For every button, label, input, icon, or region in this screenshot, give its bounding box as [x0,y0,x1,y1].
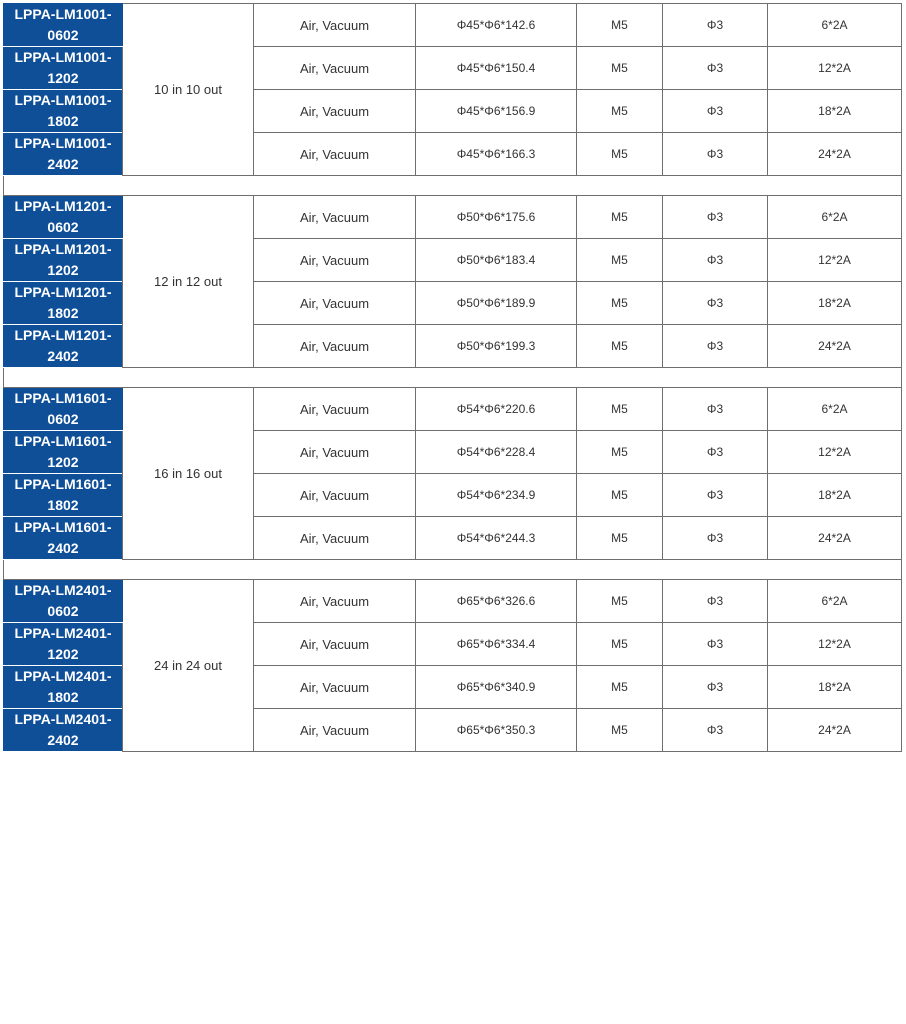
model-prefix: LPPA-LM1001- [14,92,112,108]
group-spacer-row [4,368,902,388]
hole-cell: Φ3 [663,282,768,325]
size-cell: Φ45*Φ6*150.4 [416,47,577,90]
size-cell: Φ54*Φ6*244.3 [416,517,577,560]
hole-cell: Φ3 [663,239,768,282]
group-spacer [4,176,902,196]
medium-cell: Air, Vacuum [254,517,416,560]
model-prefix: LPPA-LM1001- [14,135,112,151]
size-cell: Φ50*Φ6*175.6 [416,196,577,239]
thread-cell: M5 [577,388,663,431]
model-cell [4,325,123,368]
size-cell: Φ45*Φ6*156.9 [416,90,577,133]
thread-cell: M5 [577,239,663,282]
group-spacer-row [4,560,902,580]
model-cell [4,47,123,90]
model-cell [4,517,123,560]
model-cell [4,580,123,623]
model-suffix: 0602 [47,603,79,619]
ports-cell: 24 in 24 out [123,580,254,752]
medium-cell: Air, Vacuum [254,196,416,239]
rating-cell: 24*2A [768,517,902,560]
rating-cell: 24*2A [768,709,902,752]
medium-cell: Air, Vacuum [254,4,416,47]
thread-cell: M5 [577,666,663,709]
model-prefix: LPPA-LM1601- [14,390,112,406]
model-cell [4,709,123,752]
thread-cell: M5 [577,4,663,47]
ports-cell: 12 in 12 out [123,196,254,368]
table-row [4,388,902,431]
hole-cell: Φ3 [663,90,768,133]
hole-cell: Φ3 [663,196,768,239]
model-cell [4,431,123,474]
thread-cell: M5 [577,90,663,133]
ports-cell: 10 in 10 out [123,4,254,176]
model-cell [4,239,123,282]
model-suffix: 2402 [47,348,79,364]
rating-cell: 6*2A [768,580,902,623]
medium-cell: Air, Vacuum [254,431,416,474]
hole-cell: Φ3 [663,4,768,47]
hole-cell: Φ3 [663,474,768,517]
rating-cell: 18*2A [768,666,902,709]
medium-cell: Air, Vacuum [254,47,416,90]
model-prefix: LPPA-LM1201- [14,284,112,300]
hole-cell: Φ3 [663,666,768,709]
medium-cell: Air, Vacuum [254,282,416,325]
model-suffix: 1802 [47,113,79,129]
model-prefix: LPPA-LM1601- [14,433,112,449]
model-prefix: LPPA-LM1001- [14,6,112,22]
model-suffix: 2402 [47,732,79,748]
model-suffix: 1202 [47,70,79,86]
rating-cell: 12*2A [768,431,902,474]
spec-table [3,3,902,752]
thread-cell: M5 [577,623,663,666]
medium-cell: Air, Vacuum [254,133,416,176]
model-cell [4,90,123,133]
size-cell: Φ54*Φ6*234.9 [416,474,577,517]
group-spacer-row [4,176,902,196]
thread-cell: M5 [577,709,663,752]
model-cell [4,474,123,517]
thread-cell: M5 [577,517,663,560]
thread-cell: M5 [577,196,663,239]
model-suffix: 0602 [47,411,79,427]
hole-cell: Φ3 [663,580,768,623]
rating-cell: 6*2A [768,388,902,431]
model-prefix: LPPA-LM1201- [14,241,112,257]
medium-cell: Air, Vacuum [254,623,416,666]
medium-cell: Air, Vacuum [254,325,416,368]
size-cell: Φ54*Φ6*220.6 [416,388,577,431]
hole-cell: Φ3 [663,709,768,752]
model-suffix: 2402 [47,540,79,556]
rating-cell: 6*2A [768,4,902,47]
medium-cell: Air, Vacuum [254,474,416,517]
model-prefix: LPPA-LM2401- [14,711,112,727]
hole-cell: Φ3 [663,388,768,431]
thread-cell: M5 [577,325,663,368]
rating-cell: 24*2A [768,325,902,368]
hole-cell: Φ3 [663,325,768,368]
model-prefix: LPPA-LM1201- [14,198,112,214]
model-cell [4,196,123,239]
size-cell: Φ50*Φ6*183.4 [416,239,577,282]
model-prefix: LPPA-LM1001- [14,49,112,65]
group-spacer [4,368,902,388]
size-cell: Φ50*Φ6*199.3 [416,325,577,368]
medium-cell: Air, Vacuum [254,90,416,133]
model-suffix: 1802 [47,689,79,705]
size-cell: Φ45*Φ6*166.3 [416,133,577,176]
table-row [4,580,902,623]
model-suffix: 0602 [47,27,79,43]
hole-cell: Φ3 [663,431,768,474]
model-suffix: 1802 [47,497,79,513]
model-suffix: 1202 [47,262,79,278]
thread-cell: M5 [577,580,663,623]
model-prefix: LPPA-LM2401- [14,668,112,684]
table-row [4,4,902,47]
model-suffix: 0602 [47,219,79,235]
model-cell [4,133,123,176]
hole-cell: Φ3 [663,133,768,176]
table-row [4,196,902,239]
model-suffix: 1202 [47,646,79,662]
model-prefix: LPPA-LM2401- [14,582,112,598]
rating-cell: 12*2A [768,239,902,282]
group-spacer [4,560,902,580]
model-suffix: 2402 [47,156,79,172]
size-cell: Φ54*Φ6*228.4 [416,431,577,474]
medium-cell: Air, Vacuum [254,239,416,282]
size-cell: Φ65*Φ6*334.4 [416,623,577,666]
model-cell [4,282,123,325]
model-prefix: LPPA-LM2401- [14,625,112,641]
ports-cell: 16 in 16 out [123,388,254,560]
model-cell [4,388,123,431]
size-cell: Φ65*Φ6*326.6 [416,580,577,623]
rating-cell: 18*2A [768,474,902,517]
rating-cell: 24*2A [768,133,902,176]
rating-cell: 18*2A [768,90,902,133]
thread-cell: M5 [577,47,663,90]
hole-cell: Φ3 [663,517,768,560]
model-suffix: 1202 [47,454,79,470]
medium-cell: Air, Vacuum [254,709,416,752]
model-prefix: LPPA-LM1601- [14,476,112,492]
hole-cell: Φ3 [663,623,768,666]
model-cell [4,4,123,47]
model-suffix: 1802 [47,305,79,321]
size-cell: Φ65*Φ6*350.3 [416,709,577,752]
size-cell: Φ45*Φ6*142.6 [416,4,577,47]
medium-cell: Air, Vacuum [254,666,416,709]
spec-table-body [4,4,902,752]
size-cell: Φ65*Φ6*340.9 [416,666,577,709]
rating-cell: 6*2A [768,196,902,239]
medium-cell: Air, Vacuum [254,388,416,431]
rating-cell: 12*2A [768,47,902,90]
thread-cell: M5 [577,282,663,325]
model-cell [4,666,123,709]
medium-cell: Air, Vacuum [254,580,416,623]
model-cell [4,623,123,666]
rating-cell: 12*2A [768,623,902,666]
thread-cell: M5 [577,474,663,517]
model-prefix: LPPA-LM1201- [14,327,112,343]
size-cell: Φ50*Φ6*189.9 [416,282,577,325]
model-prefix: LPPA-LM1601- [14,519,112,535]
hole-cell: Φ3 [663,47,768,90]
thread-cell: M5 [577,431,663,474]
rating-cell: 18*2A [768,282,902,325]
thread-cell: M5 [577,133,663,176]
